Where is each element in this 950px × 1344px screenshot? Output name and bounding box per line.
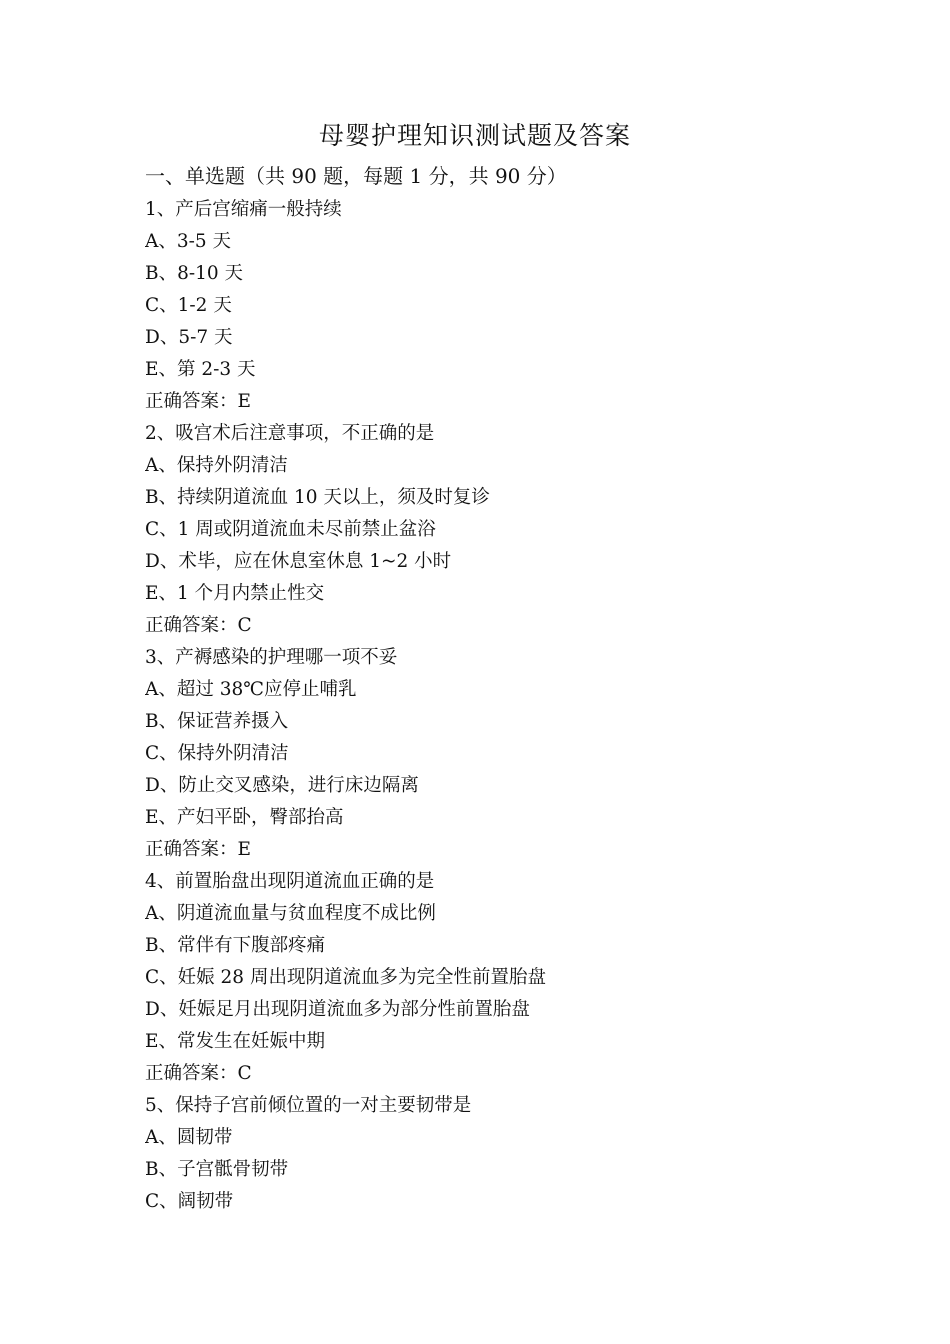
answer-option: B、保证营养摄入: [145, 711, 289, 732]
answer-option: C、阔韧带: [145, 1191, 234, 1212]
question-stem: 2、吸宫术后注意事项，不正确的是: [145, 423, 435, 444]
correct-answer: 正确答案：E: [145, 391, 252, 412]
correct-answer: 正确答案：C: [145, 1063, 252, 1084]
question-stem: 5、保持子宫前倾位置的一对主要韧带是: [145, 1095, 472, 1116]
answer-option: C、保持外阴清洁: [145, 743, 289, 764]
answer-option: B、常伴有下腹部疼痛: [145, 935, 326, 956]
answer-option: B、8-10 天: [145, 263, 244, 284]
question-list: [145, 194, 905, 1218]
answer-option: D、妊娠足月出现阴道流血多为部分性前置胎盘: [145, 999, 530, 1020]
answer-option: D、防止交叉感染，进行床边隔离: [145, 775, 419, 796]
question-stem: 3、产褥感染的护理哪一项不妥: [145, 647, 398, 668]
answer-option: E、1 个月内禁止性交: [145, 583, 325, 604]
question-stem: 1、产后宫缩痛一般持续: [145, 199, 342, 220]
answer-option: A、圆韧带: [145, 1127, 233, 1148]
answer-option: E、产妇平卧，臀部抬高: [145, 807, 344, 828]
answer-option: C、1 周或阴道流血未尽前禁止盆浴: [145, 519, 436, 540]
answer-option: C、妊娠 28 周出现阴道流血多为完全性前置胎盘: [145, 967, 546, 988]
correct-answer: 正确答案：E: [145, 839, 252, 860]
answer-option: C、1-2 天: [145, 295, 232, 316]
answer-option: A、3-5 天: [145, 231, 232, 252]
correct-answer: 正确答案：C: [145, 615, 252, 636]
document-title: 母婴护理知识测试题及答案: [318, 121, 631, 150]
answer-option: B、持续阴道流血 10 天以上，须及时复诊: [145, 487, 490, 508]
answer-option: D、5-7 天: [145, 327, 233, 348]
answer-option: E、第 2-3 天: [145, 359, 256, 380]
answer-option: B、子宫骶骨韧带: [145, 1159, 289, 1180]
answer-option: E、常发生在妊娠中期: [145, 1031, 326, 1052]
answer-option: A、阴道流血量与贫血程度不成比例: [145, 903, 436, 924]
answer-option: A、保持外阴清洁: [145, 455, 288, 476]
question-stem: 4、前置胎盘出现阴道流血正确的是: [145, 871, 435, 892]
answer-option: A、超过 38℃应停止哺乳: [145, 679, 357, 700]
answer-option: D、术毕，应在休息室休息 1~2 小时: [145, 551, 452, 572]
section-heading: 一、单选题（共 90 题，每题 1 分，共 90 分）: [145, 164, 567, 188]
